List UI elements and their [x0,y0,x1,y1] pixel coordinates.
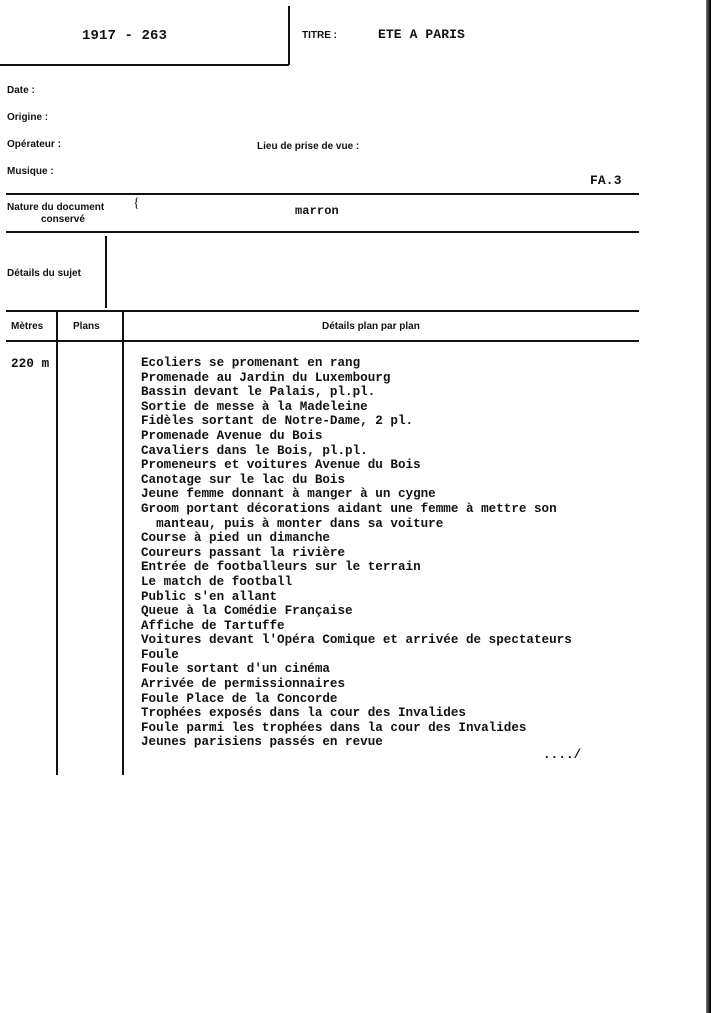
title-value: ETE A PARIS [378,27,465,42]
document-code: FA.3 [590,173,622,188]
shot-line: Coureurs passant la rivière [141,545,346,560]
shot-line: Foule Place de la Concorde [141,691,338,706]
header-divider-vertical [288,6,290,65]
column-separator-plans-details [122,311,124,775]
shot-line: Le match de football [141,574,293,589]
shot-line: Promeneurs et voitures Avenue du Bois [141,458,421,473]
musique-label: Musique : [7,166,54,177]
shot-line: Canotage sur le lac du Bois [141,472,346,487]
shot-line: Arrivée de permissionnaires [141,677,346,692]
shot-line: Foule sortant d'un cinéma [141,662,330,677]
header-divider-horizontal [0,64,289,66]
shot-line: Bassin devant le Palais, pl.pl. [141,385,376,400]
divider-nature-bottom [6,231,639,233]
reference-number: 1917 - 263 [82,28,168,44]
shot-line: Affiche de Tartuffe [141,618,285,633]
nature-brace-icon: { [133,196,140,211]
shot-line: Sortie de messe à la Madeleine [141,399,368,414]
shot-line: Trophées exposés dans la cour des Invalides [141,706,466,721]
shot-line: Groom portant décorations aidant une femme à mettre son [141,501,557,516]
shot-line: Ecoliers se promenant en rang [141,356,361,370]
details-sujet-label: Détails du sujet [7,268,81,279]
shot-line: Promenade Avenue du Bois [141,428,323,443]
page-edge-shadow [706,0,711,1013]
shot-line: Queue à la Comédie Française [141,604,353,619]
shot-line: Promenade au Jardin du Luxembourg [141,370,391,385]
continuation-mark: ..../ [543,748,582,762]
column-header-details: Détails plan par plan [322,321,420,332]
column-header-plans: Plans [73,321,100,332]
operateur-label: Opérateur : [7,139,61,150]
lieu-label: Lieu de prise de vue : [257,141,360,152]
shot-line: Jeunes parisiens passés en revue [141,735,383,750]
details-sujet-bracket [105,236,107,308]
divider-nature-top [6,193,639,195]
shot-line: Entrée de footballeurs sur le terrain [141,560,421,575]
nature-label-line1: Nature du document [7,202,105,213]
shot-line: Foule parmi les trophées dans la cour des Invalides [141,720,527,735]
origine-label: Origine : [7,112,49,123]
shot-line: manteau, puis à monter dans sa voiture [141,516,444,531]
shot-line: Fidèles sortant de Notre-Dame, 2 pl. [141,414,414,429]
column-header-metres: Mètres [11,321,44,332]
column-separator-metres-plans [56,311,58,775]
shot-line: Public s'en allant [141,589,278,604]
shot-line: Cavaliers dans le Bois, pl.pl. [141,443,368,458]
metres-value: 220 m [11,357,50,371]
nature-label-line2: conservé [41,214,85,225]
date-label: Date : [7,85,35,96]
divider-table-header [6,340,639,342]
shot-list [141,356,572,750]
shot-line: Course à pied un dimanche [141,531,330,546]
title-label: TITRE : [302,30,337,41]
divider-table-top [6,310,639,312]
nature-value: marron [295,204,339,218]
shot-line: Voitures devant l'Opéra Comique et arrivée de spectateurs [141,633,572,648]
shot-line: Foule [141,647,179,662]
shot-line: Jeune femme donnant à manger à un cygne [141,487,436,502]
